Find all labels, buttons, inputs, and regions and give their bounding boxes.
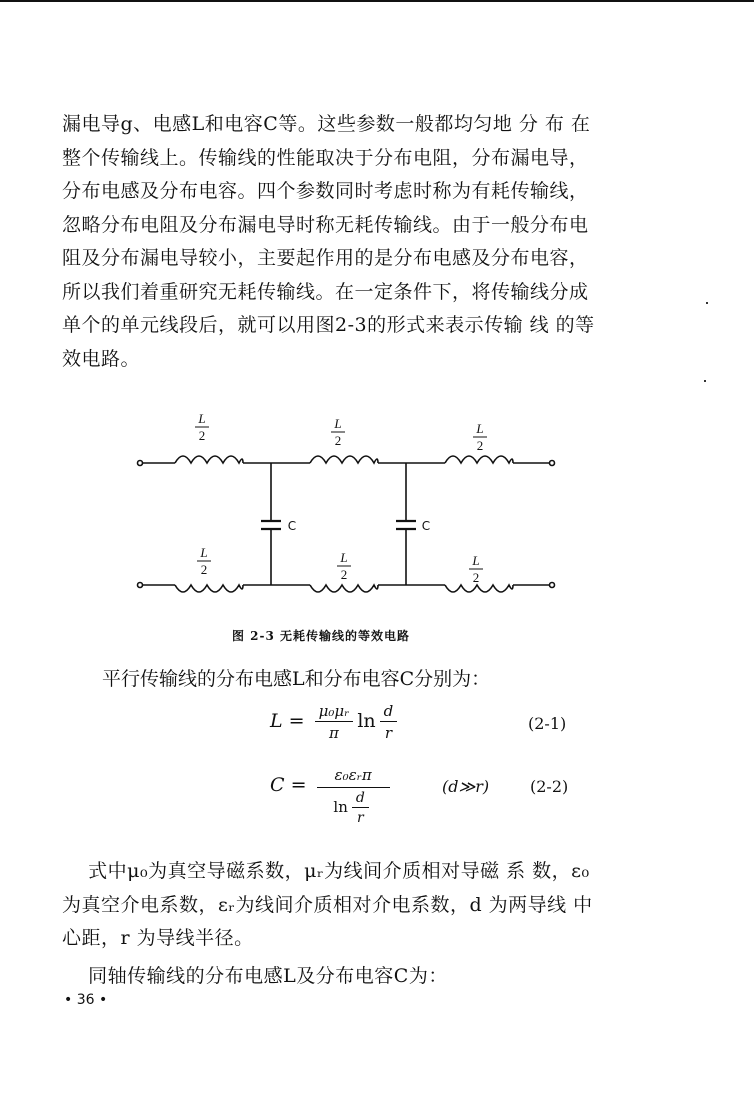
equation-2-1: [270, 702, 401, 742]
equation-2-2: [270, 766, 394, 826]
text-line: 忽略分布电阻及分布漏电导时称无耗传输线。由于一般分布电: [62, 213, 589, 236]
svg-text:L: L: [472, 553, 480, 568]
label-L-top1: L: [198, 411, 206, 426]
inductor-top-3: [445, 456, 513, 463]
svg-text:2: 2: [472, 570, 480, 585]
scan-speck: [704, 380, 706, 382]
text-line: 心距，r 为导线半径。: [62, 927, 254, 949]
inductor-top-1: [175, 456, 243, 463]
figure-caption: 图 2-3 无耗传输线的等效电路: [232, 629, 411, 643]
svg-text:L: L: [340, 550, 348, 565]
inductor-bottom-2: [310, 585, 378, 592]
scan-speck: [706, 302, 708, 304]
body-paragraph-2: [62, 855, 632, 993]
eq2-ln: ln: [333, 798, 348, 816]
body-paragraph-1: [62, 108, 632, 376]
eq1-number: (2-1): [528, 714, 567, 733]
text-line: 同轴传输线的分布电感L及分布电容C为：: [62, 964, 448, 987]
svg-text:L: L: [200, 545, 208, 560]
svg-text:2: 2: [476, 438, 484, 453]
svg-text:2: 2: [200, 562, 208, 577]
eq2-lhs: C =: [270, 774, 307, 796]
intro-line: 平行传输线的分布电感L和分布电容C分别为：: [102, 668, 491, 690]
text-line: 效电路。: [62, 347, 141, 370]
eq2-number: (2-2): [530, 777, 569, 796]
text-line: 阻及分布漏电导较小，主要起作用的是分布电感及分布电容，: [62, 247, 589, 269]
page-number: • 36 •: [64, 992, 108, 1008]
text-line: 为真空介电系数，εᵣ为线间介质相对介电系数，d 为两导线 中: [62, 893, 593, 916]
page-top-border: [0, 0, 754, 2]
eq1-lhs: L =: [270, 710, 305, 732]
label-C-2: C: [421, 519, 431, 533]
svg-text:L: L: [476, 421, 484, 436]
eq2-condition: (d≫r): [442, 777, 490, 796]
text-line: 分布电感及分布电容。四个参数同时考虑时称为有耗传输线，: [62, 180, 589, 202]
text-line: 漏电导g、电感L和电容C等。这些参数一般都均匀地 分 布 在: [62, 113, 591, 135]
text-line: 式中μ₀为真空导磁系数，μᵣ为线间介质相对导磁 系 数，ε₀: [62, 860, 590, 882]
svg-text:2: 2: [340, 567, 348, 582]
eq1-fraction: $\frac{\text{μ₀μᵣ}}{\pi}$: [315, 702, 354, 742]
svg-text:2: 2: [334, 433, 342, 448]
inductor-bottom-1: [175, 585, 243, 592]
label-2-top1: 2: [198, 428, 206, 443]
inductor-top-2: [310, 456, 378, 463]
label-C-1: C: [287, 519, 297, 533]
eq2-fraction: ε₀εᵣπ ln $\frac{d}{r}$: [317, 766, 390, 826]
text-line: 单个的单元线段后，就可以用图2-3的形式来表示传输 线 的等: [62, 314, 595, 336]
circuit-diagram: [120, 395, 580, 620]
inductor-bottom-3: [445, 585, 513, 592]
equivalent-circuit-figure: [120, 395, 580, 620]
eq1-ln: ln: [357, 710, 376, 732]
text-line: 所以我们着重研究无耗传输线。在一定条件下，将传输线分成: [62, 280, 589, 303]
svg-text:L: L: [334, 416, 342, 431]
text-line: 整个传输线上。传输线的性能取决于分布电阻，分布漏电导，: [62, 146, 589, 169]
eq1-ln-fraction: $\frac{d}{r}$: [380, 702, 398, 742]
